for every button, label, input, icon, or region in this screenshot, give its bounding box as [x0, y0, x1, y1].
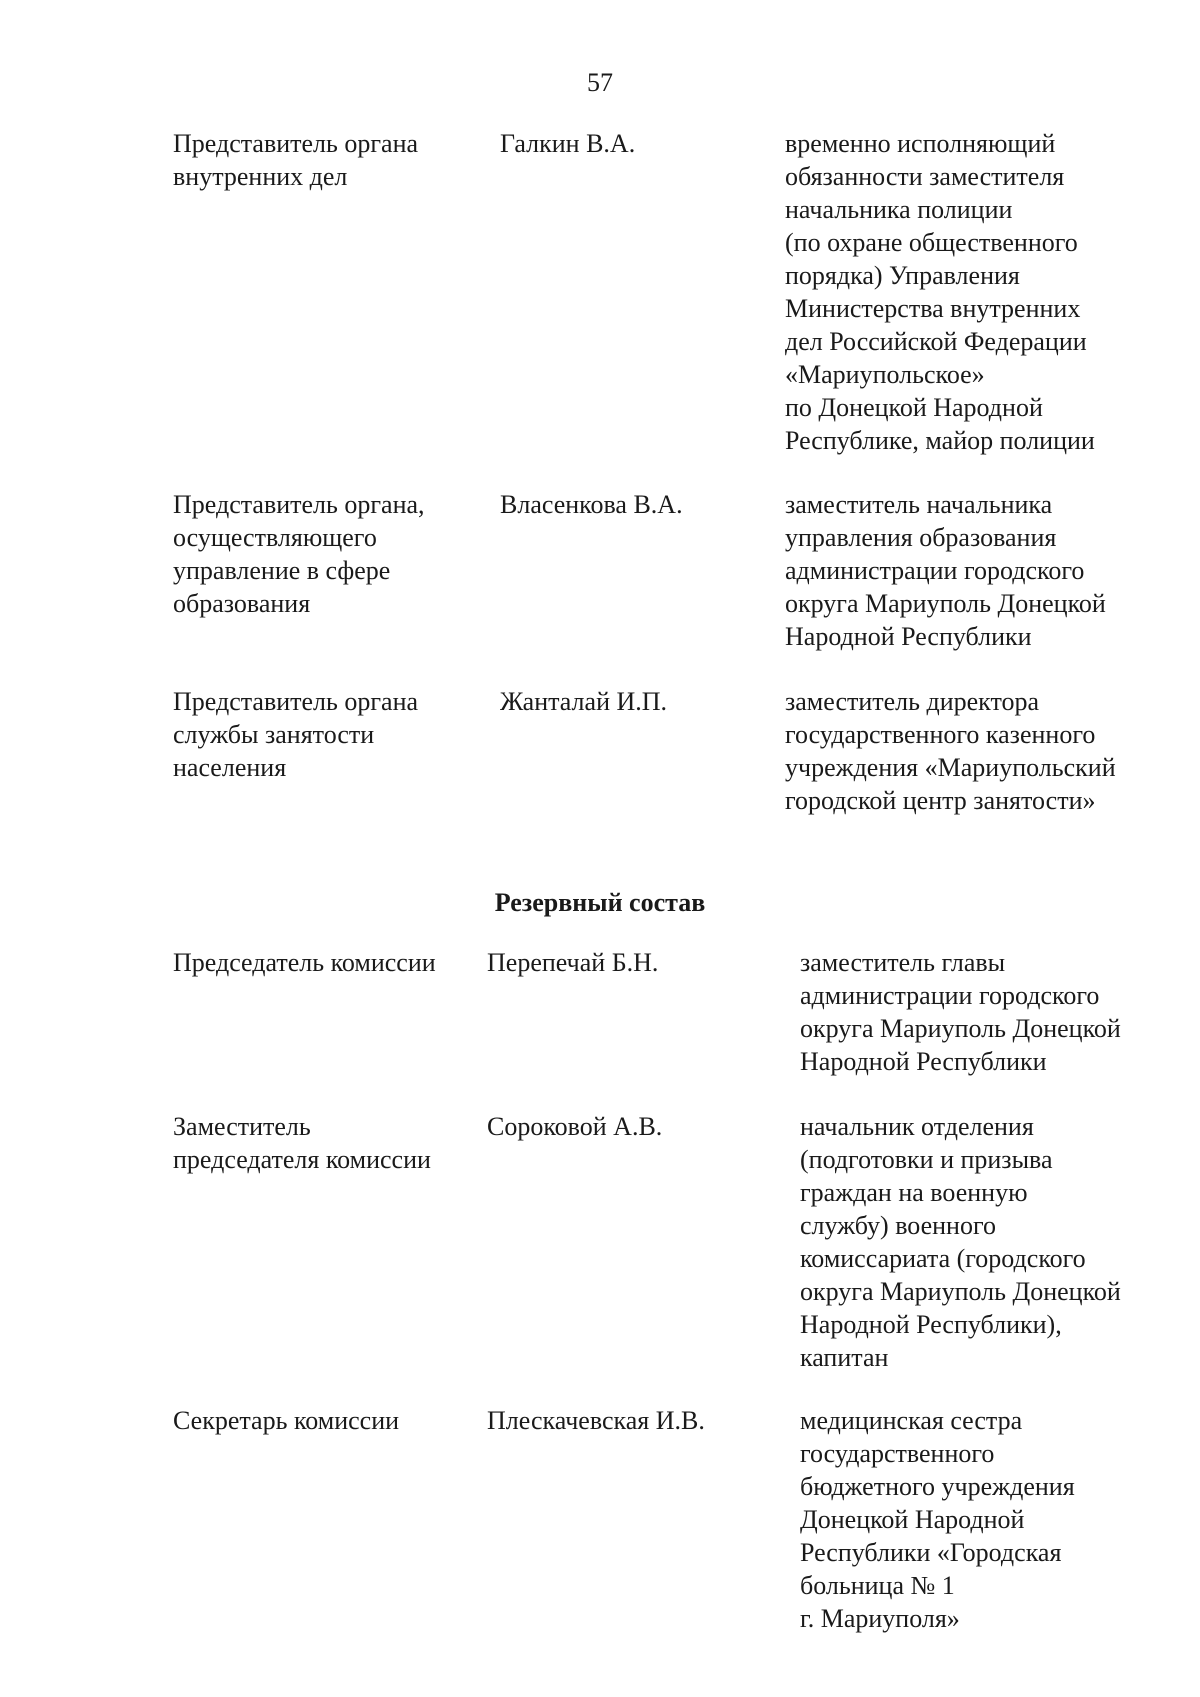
page-number: 57: [587, 68, 613, 97]
member-role: Представитель органа внутренних дел: [173, 129, 419, 191]
member-role: Представитель органа службы занятости населения: [173, 687, 419, 782]
member-name: Жанталай И.П.: [500, 687, 668, 716]
reserve-position: медицинская сестра государственного бюджетного учреждения Донецкой Народной Республики «Городская больница № 1 г. Мариуполя»: [800, 1406, 1075, 1633]
reserve-role: Заместитель председателя комиссии: [173, 1112, 431, 1174]
member-position: заместитель директора государственного казенного учреждения «Мариупольский городской центр занятости»: [785, 687, 1116, 815]
member-name: Власенкова В.А.: [500, 490, 683, 519]
member-name: Галкин В.А.: [500, 129, 636, 158]
reserve-name: Перепечай Б.Н.: [487, 948, 659, 977]
reserve-heading: Резервный состав: [494, 888, 706, 917]
member-position: временно исполняющий обязанности заместителя начальника полиции (по охране общественного порядка) Управления Министерства внутренних дел Российской Федерации «Мариупольское» по Донецкой Народной Республике, майор полиции: [785, 129, 1095, 455]
reserve-role: Секретарь комиссии: [173, 1406, 400, 1435]
reserve-position: начальник отделения (подготовки и призыва граждан на военную службу) военного комиссариата (городского округа Мариуполь Донецкой Народной Республики), капитан: [800, 1112, 1121, 1372]
reserve-name: Сороковой А.В.: [487, 1112, 663, 1141]
reserve-position: заместитель главы администрации городского округа Мариуполь Донецкой Народной Республики: [800, 948, 1121, 1076]
member-role: Представитель органа, осуществляющего управление в сфере образования: [173, 490, 425, 618]
member-position: заместитель начальника управления образования администрации городского округа Мариуполь Донецкой Народной Республики: [785, 490, 1106, 651]
reserve-role: Председатель комиссии: [173, 948, 436, 977]
reserve-name: Плескачевская И.В.: [487, 1406, 705, 1435]
